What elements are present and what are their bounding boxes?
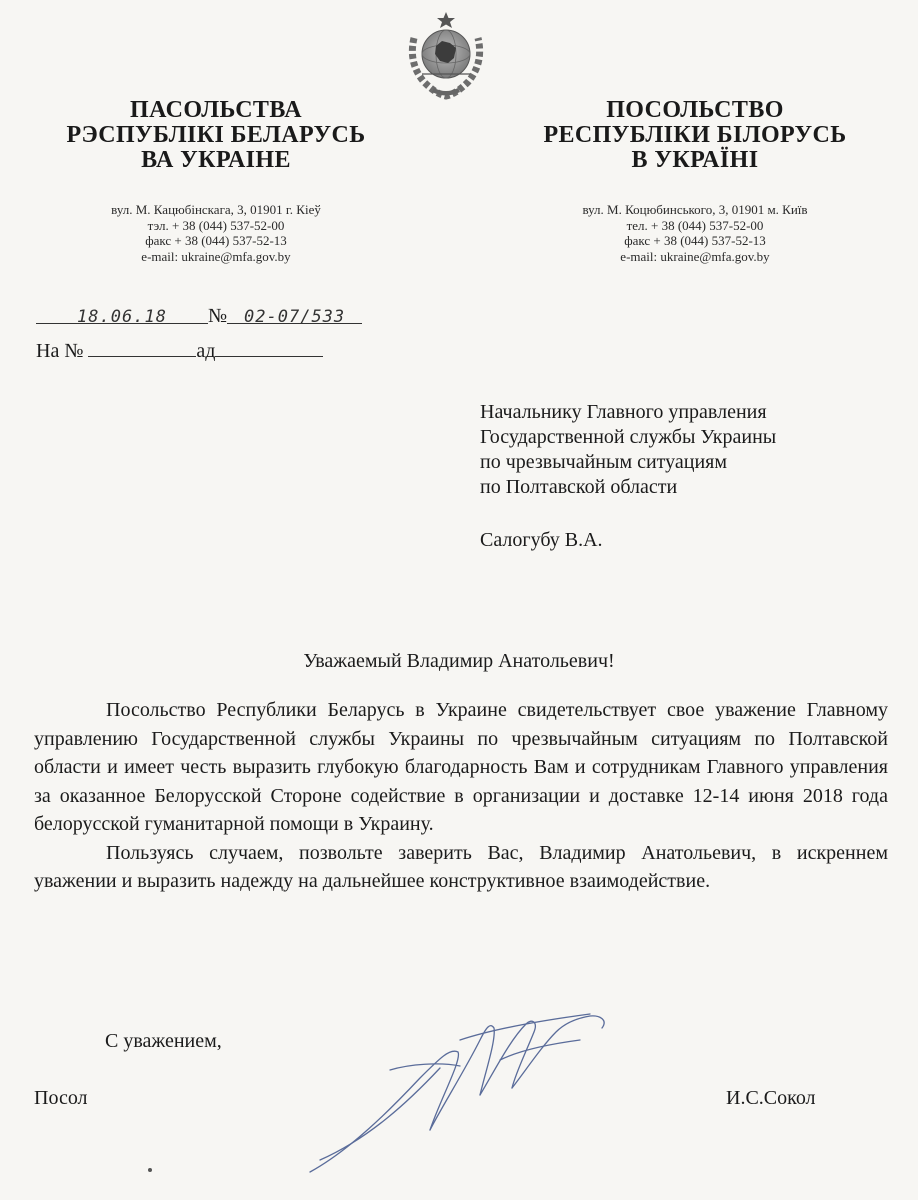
address: вул. М. Коцюбинського, 3, 01901 м. Київ bbox=[582, 202, 808, 217]
phone: тэл. + 38 (044) 537-52-00 bbox=[147, 217, 285, 233]
signer-position: Посол bbox=[34, 1087, 88, 1109]
title-line: ПОСОЛЬСТВО bbox=[606, 97, 784, 123]
handwritten-number: 02-07/533 bbox=[244, 307, 346, 327]
handwritten-signature bbox=[290, 1000, 620, 1180]
addressee-block bbox=[480, 400, 776, 553]
outgoing-reference bbox=[36, 305, 362, 327]
date-field bbox=[36, 305, 208, 327]
body-paragraph: Посольство Республики Беларусь в Украине свидетельствует свое уважение Главному управлению Государственной службы Украины по чрезвычайным ситуациям по Полтавской области и имеет честь выразить глубокую благодарность Вам и сотрудникам Главного управления за оказанное Белорусской Стороне содействие в организации и доставке 12-14 июня 2018 года белорусской гуманитарной помощи в Украину. bbox=[34, 699, 888, 835]
number-field bbox=[227, 305, 362, 327]
phone: тел. + 38 (044) 537-52-00 bbox=[626, 217, 764, 233]
reply-date-blank bbox=[215, 338, 323, 357]
title-line: В УКРАЇНІ bbox=[631, 147, 759, 173]
from-label: ад bbox=[196, 340, 216, 362]
addressee-line: по чрезвычайным ситуациям bbox=[480, 451, 728, 473]
number-label: № bbox=[208, 305, 228, 327]
fax: факс + 38 (044) 537-52-13 bbox=[145, 233, 287, 248]
fax: факс + 38 (044) 537-52-13 bbox=[624, 233, 766, 248]
title-line: ПАСОЛЬСТВА bbox=[130, 97, 302, 123]
addressee-name: Салогубу В.А. bbox=[480, 529, 603, 551]
address: вул. М. Кацюбінскага, 3, 01901 г. Кіеў bbox=[111, 202, 321, 217]
reply-number-blank bbox=[88, 338, 196, 357]
addressee-line: по Полтавской области bbox=[480, 476, 678, 498]
title-line: ВА УКРАІНЕ bbox=[141, 147, 291, 173]
contact-block-ukrainian bbox=[505, 202, 885, 264]
reply-label: На № bbox=[36, 340, 84, 362]
letterhead-belarusian bbox=[26, 98, 406, 264]
embassy-title-ukrainian bbox=[505, 98, 885, 173]
email: e-mail: ukraine@mfa.gov.by bbox=[141, 248, 291, 264]
letter-body bbox=[34, 696, 888, 896]
title-line: РЭСПУБЛІКІ БЕЛАРУСЬ bbox=[66, 122, 366, 148]
paper-speck bbox=[148, 1168, 152, 1172]
embassy-title-belarusian bbox=[26, 98, 406, 173]
title-line: РЕСПУБЛІКИ БІЛОРУСЬ bbox=[543, 122, 847, 148]
addressee-line: Государственной службы Украины bbox=[480, 426, 777, 448]
letterhead-ukrainian bbox=[505, 98, 885, 264]
incoming-reference bbox=[36, 338, 323, 362]
body-paragraph: Пользуясь случаем, позвольте заверить Вас, Владимир Анатольевич, в искреннем уважении и выразить надежду на дальнейшее конструктивное взаимодействие. bbox=[34, 841, 888, 892]
closing-phrase: С уважением, bbox=[105, 1030, 222, 1052]
salutation: Уважаемый Владимир Анатольевич! bbox=[303, 650, 615, 672]
handwritten-date: 18.06.18 bbox=[77, 307, 167, 327]
state-emblem-icon bbox=[404, 8, 488, 100]
email: e-mail: ukraine@mfa.gov.by bbox=[620, 248, 770, 264]
contact-block-belarusian bbox=[26, 202, 406, 264]
signer-name: И.С.Сокол bbox=[726, 1087, 816, 1109]
addressee-line: Начальнику Главного управления bbox=[480, 401, 767, 423]
